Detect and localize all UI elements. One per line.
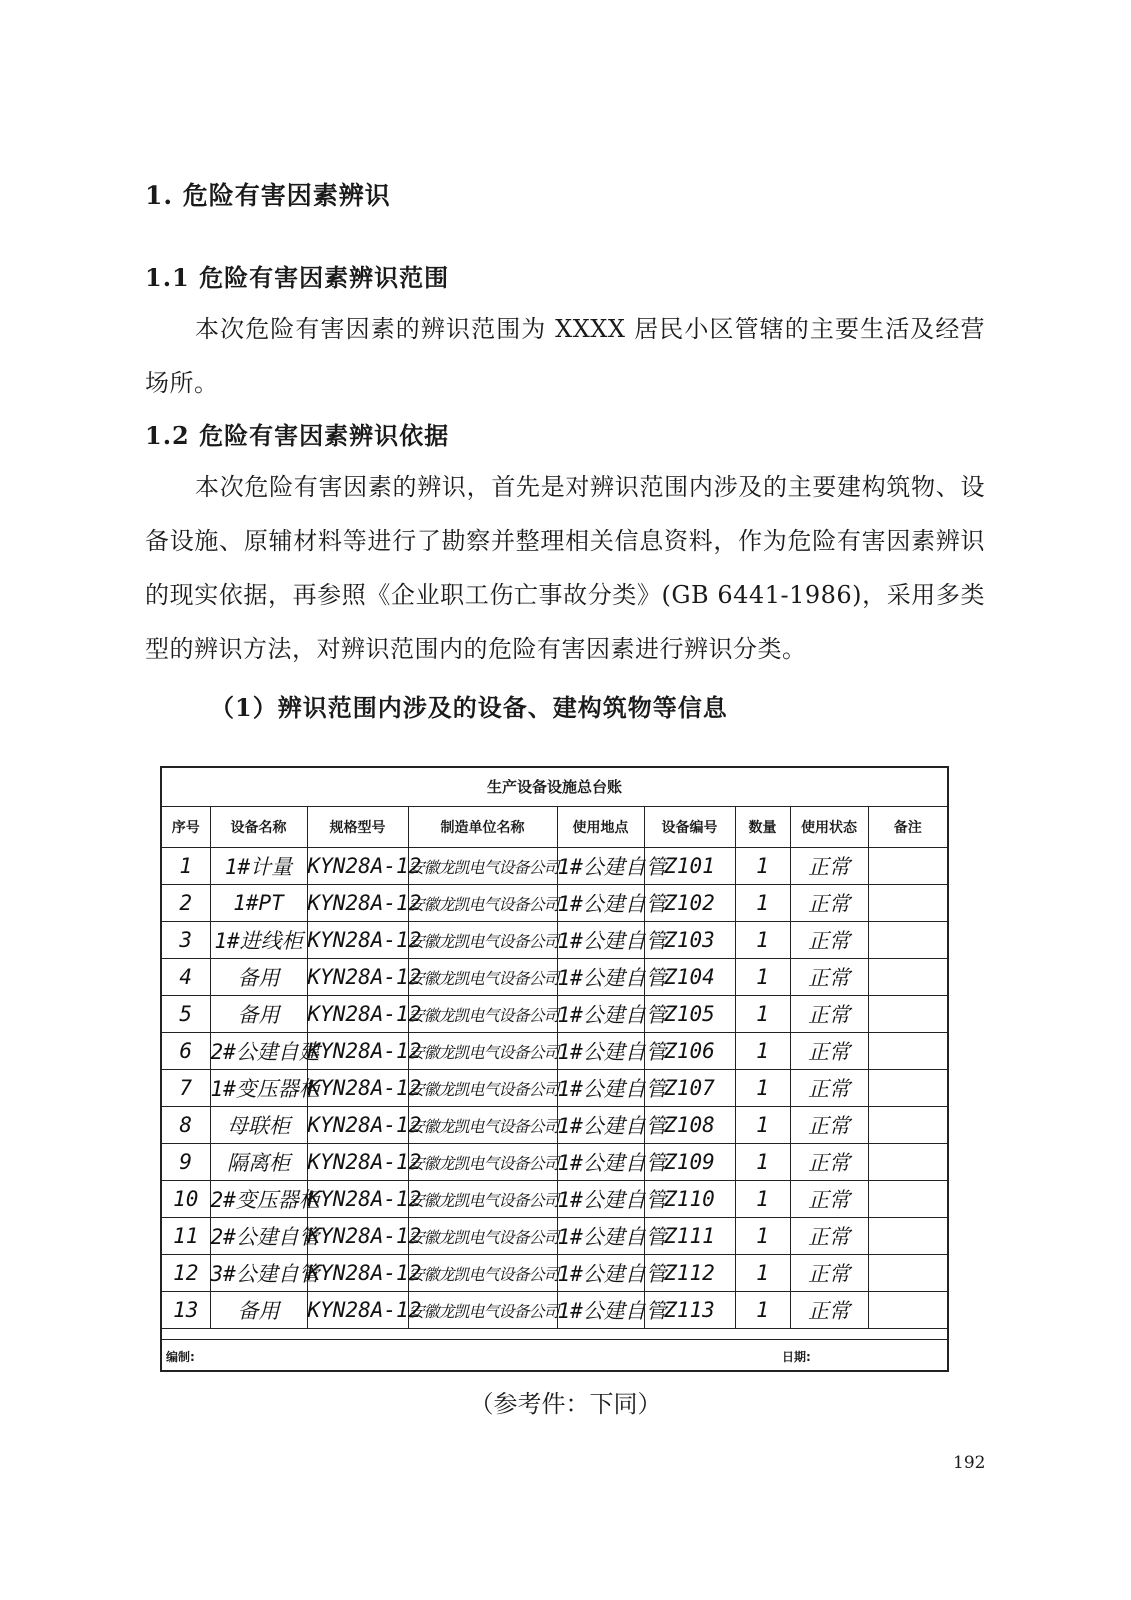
status-cell: 正常 <box>790 1181 868 1218</box>
status-cell: 正常 <box>790 959 868 996</box>
table-row <box>162 1107 947 1144</box>
equipment-name-cell: 隔离柜 <box>210 1144 307 1181</box>
manufacturer-cell: 安徽龙凯电气设备公司 <box>408 1292 557 1329</box>
remark-cell <box>868 1070 947 1107</box>
manufacturer-cell: 安徽龙凯电气设备公司 <box>408 922 557 959</box>
equipment-name-cell: 备用 <box>210 959 307 996</box>
location-cell: 1#公建自管 <box>557 848 644 885</box>
model-cell: KYN28A-12 <box>307 1255 408 1292</box>
manufacturer-cell: 安徽龙凯电气设备公司 <box>408 1107 557 1144</box>
remark-cell <box>868 1144 947 1181</box>
location-cell: 1#公建自管 <box>557 1218 644 1255</box>
model-cell: KYN28A-12 <box>307 885 408 922</box>
column-header: 设备编号 <box>644 807 735 848</box>
equipment-id-cell: Z102 <box>644 885 735 922</box>
column-header: 备注 <box>868 807 947 848</box>
equipment-name-cell: 备用 <box>210 996 307 1033</box>
model-cell: KYN28A-12 <box>307 1218 408 1255</box>
model-cell: KYN28A-12 <box>307 1181 408 1218</box>
quantity-cell: 1 <box>735 1107 790 1144</box>
date-label: 日期: <box>782 1350 811 1364</box>
location-cell: 1#公建自管 <box>557 1292 644 1329</box>
status-cell: 正常 <box>790 1218 868 1255</box>
serial-cell: 8 <box>162 1107 210 1144</box>
column-header: 使用地点 <box>557 807 644 848</box>
table-row <box>162 996 947 1033</box>
equipment-id-cell: Z110 <box>644 1181 735 1218</box>
subsection-heading-scope: 1.1 危险有害因素辨识范围 <box>145 263 450 292</box>
status-cell: 正常 <box>790 1292 868 1329</box>
status-cell: 正常 <box>790 1033 868 1070</box>
model-cell: KYN28A-12 <box>307 959 408 996</box>
serial-cell: 9 <box>162 1144 210 1181</box>
quantity-cell: 1 <box>735 1292 790 1329</box>
remark-cell <box>868 1218 947 1255</box>
page-number: 192 <box>953 1453 986 1473</box>
serial-cell: 10 <box>162 1181 210 1218</box>
column-header: 规格型号 <box>307 807 408 848</box>
serial-cell: 1 <box>162 848 210 885</box>
sub-item-heading: （1）辨识范围内涉及的设备、建构筑物等信息 <box>210 693 728 722</box>
table-row <box>162 1292 947 1329</box>
manufacturer-cell: 安徽龙凯电气设备公司 <box>408 1033 557 1070</box>
equipment-id-cell: Z107 <box>644 1070 735 1107</box>
status-cell: 正常 <box>790 922 868 959</box>
column-header: 设备名称 <box>210 807 307 848</box>
quantity-cell: 1 <box>735 1070 790 1107</box>
location-cell: 1#公建自管 <box>557 959 644 996</box>
paragraph-basis: 本次危险有害因素的辨识，首先是对辨识范围内涉及的主要建构筑物、设备设施、原辅材料等进行了勘察并整理相关信息资料，作为危险有害因素辨识的现实依据，再参照《企业职工伤亡事故分类》(GB 6441-1986)，采用多类型的辨识方法，对辨识范围内的危险有害因素进行辨识分类。 <box>145 473 985 663</box>
status-cell: 正常 <box>790 1070 868 1107</box>
equipment-id-cell: Z113 <box>644 1292 735 1329</box>
remark-cell <box>868 1292 947 1329</box>
serial-cell: 11 <box>162 1218 210 1255</box>
remark-cell <box>868 922 947 959</box>
location-cell: 1#公建自管 <box>557 1255 644 1292</box>
section-heading: 1. 危险有害因素辨识 <box>145 181 391 210</box>
equipment-id-cell: Z101 <box>644 848 735 885</box>
equipment-name-cell: 2#公建自管 <box>210 1218 307 1255</box>
reference-caption: （参考件：下同） <box>469 1390 662 1418</box>
serial-cell: 5 <box>162 996 210 1033</box>
paragraph-scope: 本次危险有害因素的辨识范围为 XXXX 居民小区管辖的主要生活及经营场所。 <box>145 315 985 397</box>
status-cell: 正常 <box>790 848 868 885</box>
quantity-cell: 1 <box>735 1033 790 1070</box>
manufacturer-cell: 安徽龙凯电气设备公司 <box>408 1255 557 1292</box>
model-cell: KYN28A-12 <box>307 1144 408 1181</box>
equipment-id-cell: Z104 <box>644 959 735 996</box>
location-cell: 1#公建自管 <box>557 1144 644 1181</box>
equipment-name-cell: 母联柜 <box>210 1107 307 1144</box>
location-cell: 1#公建自管 <box>557 1181 644 1218</box>
column-header: 制造单位名称 <box>408 807 557 848</box>
equipment-name-cell: 备用 <box>210 1292 307 1329</box>
table-row <box>162 959 947 996</box>
remark-cell <box>868 1181 947 1218</box>
serial-cell: 6 <box>162 1033 210 1070</box>
model-cell: KYN28A-12 <box>307 1033 408 1070</box>
model-cell: KYN28A-12 <box>307 1070 408 1107</box>
status-cell: 正常 <box>790 1255 868 1292</box>
equipment-id-cell: Z103 <box>644 922 735 959</box>
ledger-title: 生产设备设施总台账 <box>162 768 947 807</box>
table-row <box>162 1255 947 1292</box>
table-row <box>162 848 947 885</box>
quantity-cell: 1 <box>735 1255 790 1292</box>
quantity-cell: 1 <box>735 1144 790 1181</box>
model-cell: KYN28A-12 <box>307 1107 408 1144</box>
model-cell: KYN28A-12 <box>307 996 408 1033</box>
quantity-cell: 1 <box>735 996 790 1033</box>
equipment-name-cell: 2#变压器柜 <box>210 1181 307 1218</box>
compiled-by-label: 编制: <box>166 1350 195 1364</box>
manufacturer-cell: 安徽龙凯电气设备公司 <box>408 885 557 922</box>
serial-cell: 2 <box>162 885 210 922</box>
serial-cell: 13 <box>162 1292 210 1329</box>
status-cell: 正常 <box>790 1144 868 1181</box>
model-cell: KYN28A-12 <box>307 922 408 959</box>
manufacturer-cell: 安徽龙凯电气设备公司 <box>408 1070 557 1107</box>
remark-cell <box>868 1107 947 1144</box>
equipment-id-cell: Z105 <box>644 996 735 1033</box>
manufacturer-cell: 安徽龙凯电气设备公司 <box>408 1181 557 1218</box>
remark-cell <box>868 959 947 996</box>
column-header: 序号 <box>162 807 210 848</box>
location-cell: 1#公建自管 <box>557 996 644 1033</box>
table-row <box>162 922 947 959</box>
equipment-id-cell: Z111 <box>644 1218 735 1255</box>
status-cell: 正常 <box>790 1107 868 1144</box>
serial-cell: 7 <box>162 1070 210 1107</box>
manufacturer-cell: 安徽龙凯电气设备公司 <box>408 1218 557 1255</box>
column-header: 数量 <box>735 807 790 848</box>
status-cell: 正常 <box>790 885 868 922</box>
equipment-ledger-form <box>160 766 949 1372</box>
equipment-name-cell: 3#公建自管 <box>210 1255 307 1292</box>
quantity-cell: 1 <box>735 922 790 959</box>
equipment-id-cell: Z108 <box>644 1107 735 1144</box>
location-cell: 1#公建自管 <box>557 1070 644 1107</box>
quantity-cell: 1 <box>735 1218 790 1255</box>
manufacturer-cell: 安徽龙凯电气设备公司 <box>408 959 557 996</box>
equipment-name-cell: 2#公建自建 <box>210 1033 307 1070</box>
table-row <box>162 1070 947 1107</box>
manufacturer-cell: 安徽龙凯电气设备公司 <box>408 996 557 1033</box>
quantity-cell: 1 <box>735 848 790 885</box>
manufacturer-cell: 安徽龙凯电气设备公司 <box>408 848 557 885</box>
serial-cell: 3 <box>162 922 210 959</box>
remark-cell <box>868 1033 947 1070</box>
table-row <box>162 885 947 922</box>
table-row <box>162 1033 947 1070</box>
equipment-name-cell: 1#计量 <box>210 848 307 885</box>
serial-cell: 4 <box>162 959 210 996</box>
quantity-cell: 1 <box>735 1181 790 1218</box>
remark-cell <box>868 996 947 1033</box>
equipment-id-cell: Z112 <box>644 1255 735 1292</box>
status-cell: 正常 <box>790 996 868 1033</box>
model-cell: KYN28A-12 <box>307 848 408 885</box>
equipment-id-cell: Z106 <box>644 1033 735 1070</box>
subsection-heading-basis: 1.2 危险有害因素辨识依据 <box>145 421 450 450</box>
remark-cell <box>868 848 947 885</box>
ledger-header-row <box>162 807 947 848</box>
manufacturer-cell: 安徽龙凯电气设备公司 <box>408 1144 557 1181</box>
ledger-table <box>162 807 947 1329</box>
model-cell: KYN28A-12 <box>307 1292 408 1329</box>
location-cell: 1#公建自管 <box>557 1107 644 1144</box>
remark-cell <box>868 1255 947 1292</box>
location-cell: 1#公建自管 <box>557 1033 644 1070</box>
table-row <box>162 1144 947 1181</box>
ledger-footer <box>162 1339 947 1370</box>
equipment-name-cell: 1#变压器柜 <box>210 1070 307 1107</box>
equipment-id-cell: Z109 <box>644 1144 735 1181</box>
quantity-cell: 1 <box>735 959 790 996</box>
quantity-cell: 1 <box>735 885 790 922</box>
remark-cell <box>868 885 947 922</box>
location-cell: 1#公建自管 <box>557 885 644 922</box>
location-cell: 1#公建自管 <box>557 922 644 959</box>
equipment-name-cell: 1#PT <box>210 885 307 922</box>
equipment-name-cell: 1#进线柜 <box>210 922 307 959</box>
table-row <box>162 1218 947 1255</box>
table-row <box>162 1181 947 1218</box>
serial-cell: 12 <box>162 1255 210 1292</box>
column-header: 使用状态 <box>790 807 868 848</box>
